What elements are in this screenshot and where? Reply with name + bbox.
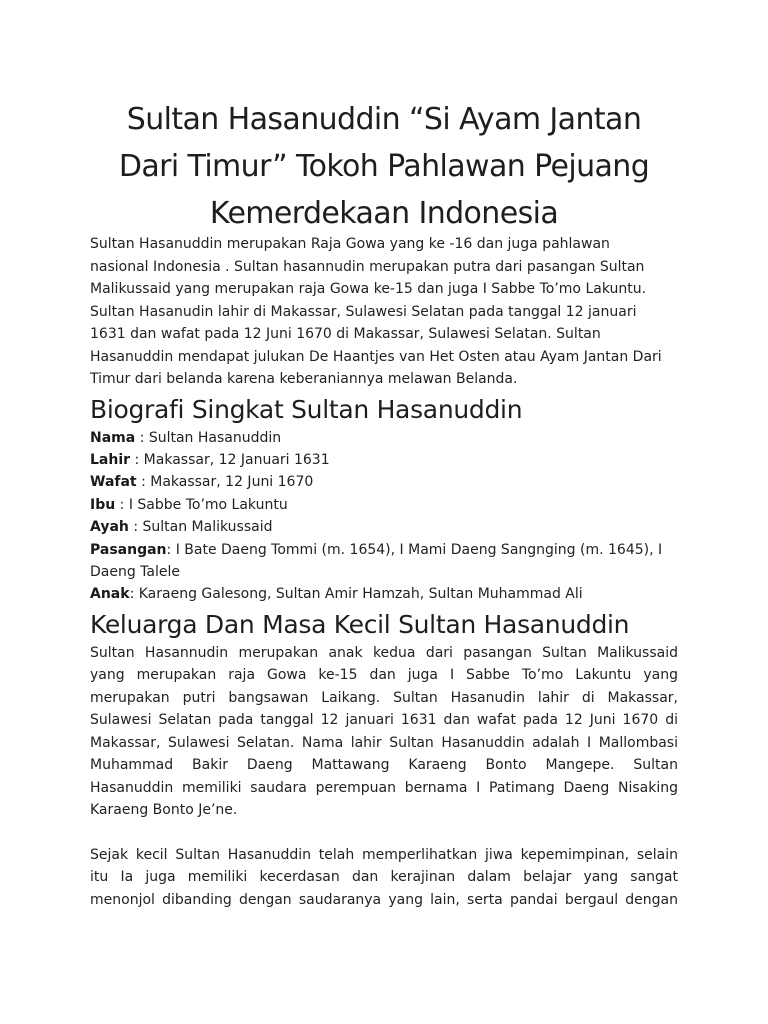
text-line: Sultan Hasanuddin merupakan Raja Gowa yang ke -16 dan juga pahlawan	[90, 236, 610, 252]
bio-separator: :	[128, 519, 143, 536]
bio-value: Makassar, 12 Januari 1631	[143, 451, 330, 468]
text-line: Timur dari belanda karena keberaniannya melawan Belanda.	[90, 371, 518, 387]
text-line: 1631 dan wafat pada 12 Juni 1670 di Makassar, Sulawesi Selatan. Sultan	[90, 326, 601, 342]
text-line: Malikussaid yang merupakan raja Gowa ke-15 dan juga I Sabbe To’mo Lakuntu.	[90, 281, 647, 297]
bio-label: Lahir	[90, 451, 131, 468]
page-title	[90, 96, 678, 237]
bio-row-ibu	[90, 494, 678, 516]
bio-separator: :	[130, 451, 144, 468]
bio-label: Pasangan	[90, 541, 167, 558]
bio-row-nama	[90, 427, 678, 449]
bio-row-lahir	[90, 449, 678, 471]
text-line: Hasanuddin mendapat julukan De Haantjes van Het Osten atau Ayam Jantan Dari	[90, 348, 662, 365]
title-line: Kemerdekaan Indonesia	[209, 196, 559, 231]
text-line: Sultan Hasannudin merupakan anak kedua dari pasangan Sultan Malikussaid	[90, 644, 678, 661]
bio-label: Wafat	[90, 474, 137, 491]
bio-label: Anak	[90, 586, 130, 603]
family-heading: Keluarga Dan Masa Kecil Sultan Hasanuddin	[90, 609, 630, 639]
text-line: menonjol dibanding dengan saudaranya yang lain, serta pandai bergaul dengan	[90, 891, 678, 908]
text-line: yang merupakan raja Gowa ke-15 dan juga I Sabbe To’mo Lakuntu yang	[90, 667, 678, 684]
bio-label: Ibu	[90, 496, 116, 513]
bio-separator: :	[115, 496, 129, 513]
bio-label: Nama	[90, 429, 136, 446]
text-line: Muhammad Bakir Daeng Mattawang Karaeng Bonto Mangepe. Sultan	[90, 757, 678, 774]
text-line: Hasanuddin memiliki saudara perempuan bernama I Patimang Daeng Nisaking	[90, 779, 678, 796]
bio-value: Karaeng Galesong, Sultan Amir Hamzah, Sultan Muhammad Ali	[138, 586, 583, 603]
bio-value: Sultan Malikussaid	[142, 519, 273, 536]
family-paragraph	[90, 642, 678, 822]
text-line: Karaeng Bonto Je’ne.	[90, 802, 238, 819]
biography-list	[90, 427, 678, 606]
bio-separator: :	[129, 586, 139, 603]
childhood-paragraph	[90, 844, 678, 912]
intro-paragraph	[90, 233, 678, 391]
biography-heading: Biografi Singkat Sultan Hasanuddin	[90, 394, 523, 424]
bio-value: Sultan Hasanuddin	[148, 429, 282, 446]
title-line: Dari Timur” Tokoh Pahlawan Pejuang	[118, 149, 650, 184]
bio-separator: :	[136, 474, 151, 491]
text-line: Sultan Hasanudin lahir di Makassar, Sulawesi Selatan pada tanggal 12 januari	[90, 303, 637, 320]
bio-value: I Sabbe To’mo Lakuntu	[128, 496, 288, 513]
bio-row-wafat	[90, 471, 678, 493]
bio-value: I Bate Daeng Tommi (m. 1654), I Mami Daeng Sangnging (m. 1645), I	[175, 541, 663, 558]
text-line: itu Ia juga memiliki kecerdasan dan kerajinan dalam belajar yang sangat	[90, 869, 678, 886]
text-line: merupakan putri bangsawan Laikang. Sultan Hasanudin lahir di Makassar,	[90, 689, 678, 706]
bio-separator: :	[135, 429, 149, 446]
bio-row-ayah	[90, 516, 678, 538]
bio-row-anak	[90, 583, 678, 605]
title-line: Sultan Hasanuddin “Si Ayam Jantan	[126, 102, 642, 137]
text-line: Sulawesi Selatan pada tanggal 12 januari 1631 dan wafat pada 12 Juni 1670 di	[90, 712, 678, 729]
bio-value-continued: Daeng Talele	[90, 563, 181, 580]
bio-value: Makassar, 12 Juni 1670	[150, 474, 314, 491]
bio-line	[90, 539, 678, 561]
bio-row-pasangan	[90, 539, 678, 584]
text-line: Makassar, Sulawesi Selatan. Nama lahir Sultan Hasanuddin adalah I Mallombasi	[90, 734, 678, 751]
bio-label: Ayah	[90, 519, 129, 536]
text-line: Sejak kecil Sultan Hasanuddin telah memperlihatkan jiwa kepemimpinan, selain	[90, 846, 678, 863]
document-page	[90, 96, 678, 911]
text-line: nasional Indonesia . Sultan hasannudin merupakan putra dari pasangan Sultan	[90, 258, 645, 275]
bio-separator: :	[166, 541, 176, 558]
